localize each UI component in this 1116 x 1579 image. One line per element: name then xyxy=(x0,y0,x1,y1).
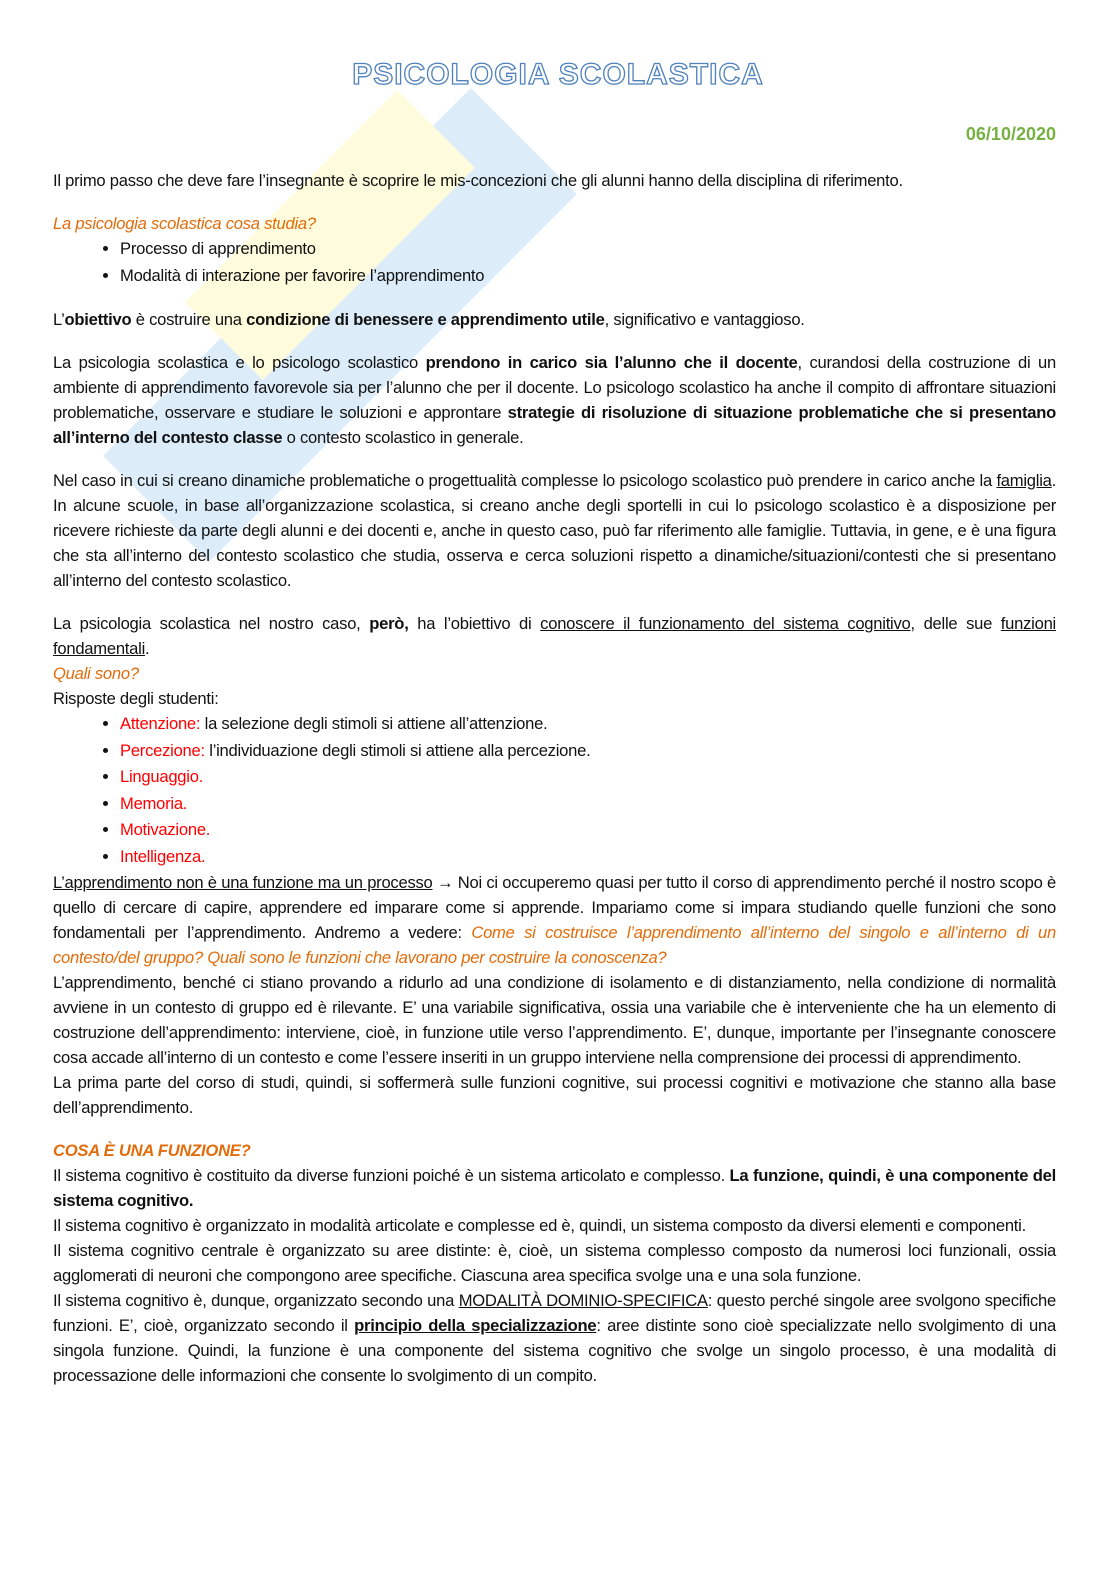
paragraph xyxy=(53,661,1056,686)
paragraph xyxy=(53,168,1056,193)
list-item xyxy=(120,711,1056,738)
text-run: L’apprendimento, benché ci stiano provando a ridurlo ad una condizione di isolamento e di distanziamento, nella condizione di normalità avviene in un contesto di gruppo ed è rilevante. E’ una variabile significativa, ossia una variabile che è interveniente che ha un elemento di costruzione dell’apprendimento: interviene, cioè, in funzione utile verso l’apprendimento. E’, dunque, importante per l’insegnante conoscere cosa accade all’interno di un contesto e come l’essere inseriti in un gruppo interviene nella comprensione dei processi di apprendimento. xyxy=(53,973,1056,1067)
document-body xyxy=(53,168,1056,1388)
text-run: La prima parte del corso di studi, quindi, si soffermerà sulle funzioni cognitive, sui processi cognitivi e motivazione che stanno alla base dell’apprendimento. xyxy=(53,1073,1056,1117)
text-run: funzioni fondamentali xyxy=(53,614,1056,658)
bullet-list xyxy=(53,711,1056,870)
text-run: L’ xyxy=(53,310,65,329)
text-run: Modalità di interazione per favorire l’apprendimento xyxy=(120,265,485,285)
text-run: : aree distinte sono cioè specializzate nello svolgimento di una singola funzione. Quindi, la funzione è una componente del sistema cognitivo che svolge un singolo processo, è una modalità di processazione delle informazioni che consente lo svolgimento di un compito. xyxy=(53,1316,1056,1385)
text-run: obiettivo xyxy=(64,310,132,329)
document-date: 06/10/2020 xyxy=(965,124,1056,144)
text-run: conoscere il funzionamento del sistema cognitivo xyxy=(540,614,911,633)
text-run: , curandosi della costruzione di un ambiente di apprendimento favorevole sia per l’alunno che per il docente. Lo psicologo scolastico ha anche il compito di affrontare situazioni problematiche, osservare e studiare le soluzioni e approntare xyxy=(53,353,1056,422)
text-run: La psicologia scolastica e lo psicologo scolastico xyxy=(53,353,426,372)
text-run: La funzione, quindi, è una componente del sistema cognitivo. xyxy=(53,1166,1056,1210)
text-run: . xyxy=(145,639,150,658)
text-run: Il sistema cognitivo centrale è organizzato su aree distinte: è, cioè, un sistema complesso composto da numerosi loci funzionali, ossia agglomerati di neuroni che compongono aree specifiche. Ciascuna area specifica svolge una e una sola funzione. xyxy=(53,1241,1056,1285)
text-run: La psicologia scolastica nel nostro caso, xyxy=(53,614,370,633)
bullet-list xyxy=(53,236,1056,289)
text-run: , delle sue xyxy=(910,614,1001,633)
document-title: PSICOLOGIA SCOLASTICA xyxy=(352,58,764,91)
text-run: Il sistema cognitivo è, dunque, organizzato secondo una xyxy=(53,1291,459,1310)
text-run: Risposte degli studenti: xyxy=(53,689,219,708)
text-run: . In alcune scuole, in base all’organizzazione scolastica, si creano anche degli sportelli in cui lo psicologo scolastico è a disposizione per ricevere richieste da parte degli alunni e dei docenti e, anche in questo caso, può far riferimento alle famiglie. Tuttavia, in gene, e è una figura che sta all’interno del contesto scolastico che studia, osserva e cerca soluzioni rispetto a dinamiche/situazioni/contesti che si presentano all’interno del contesto scolastico. xyxy=(53,471,1056,590)
text-run: famiglia xyxy=(996,471,1052,490)
text-run: , significativo e vantaggioso. xyxy=(604,310,805,329)
text-run: l’individuazione degli stimoli si attiene alla percezione. xyxy=(204,740,591,760)
paragraph xyxy=(53,211,1056,236)
text-run: L’apprendimento non è una funzione ma un processo xyxy=(53,873,433,892)
paragraph xyxy=(53,350,1056,450)
text-run: Intelligenza. xyxy=(120,846,206,866)
paragraph xyxy=(53,1070,1056,1120)
paragraph xyxy=(53,1213,1056,1238)
text-run: MODALITÀ DOMINIO-SPECIFICA xyxy=(458,1291,708,1310)
paragraph xyxy=(53,468,1056,593)
text-run: La psicologia scolastica cosa studia? xyxy=(53,214,316,233)
paragraph xyxy=(53,1288,1056,1388)
text-run: Il sistema cognitivo è costituito da diverse funzioni poiché è un sistema articolato e complesso. xyxy=(53,1166,730,1185)
list-item xyxy=(120,263,1056,290)
text-run: Come si costruisce l’apprendimento all’interno del singolo e all’interno di un contesto/del gruppo? Quali sono le funzioni che lavorano per costruire la conoscenza? xyxy=(53,923,1056,967)
text-run: o contesto scolastico in generale. xyxy=(282,428,524,447)
text-run: Percezione: xyxy=(120,740,205,760)
text-run: strategie di risoluzione di situazione problematiche che si presentano all’interno del contesto classe xyxy=(53,403,1056,447)
text-run: principio della specializzazione xyxy=(354,1316,597,1335)
text-run: però, xyxy=(369,614,409,633)
paragraph xyxy=(53,1138,1056,1163)
text-run: Attenzione: xyxy=(120,714,201,733)
paragraph xyxy=(53,686,1056,711)
text-run: la selezione degli stimoli si attiene all’attenzione. xyxy=(200,714,548,733)
paragraph xyxy=(53,307,1056,332)
text-run: condizione di benessere e apprendimento utile xyxy=(246,310,605,329)
text-run: Linguaggio. xyxy=(120,767,204,786)
text-run: COSA È UNA FUNZIONE? xyxy=(53,1141,251,1160)
list-item xyxy=(120,236,1056,263)
paragraph xyxy=(53,1163,1056,1213)
text-run: : questo perché singole aree svolgono specifiche funzioni. E’, cioè, organizzato secondo il xyxy=(53,1291,1056,1335)
list-item xyxy=(120,764,1056,791)
paragraph xyxy=(53,970,1056,1070)
text-run: Il sistema cognitivo è organizzato in modalità articolate e complesse ed è, quindi, un sistema composto da diversi elementi e componenti. xyxy=(53,1216,1026,1235)
paragraph xyxy=(53,1238,1056,1288)
paragraph xyxy=(53,611,1056,661)
text-run: Il primo passo che deve fare l’insegnante è scoprire le mis-concezioni che gli alunni hanno della disciplina di riferimento. xyxy=(53,171,903,190)
text-run: Nel caso in cui si creano dinamiche problematiche o progettualità complesse lo psicologo scolastico può prendere in carico anche la xyxy=(53,471,997,490)
text-run: Motivazione. xyxy=(120,820,211,839)
text-run: è costruire una xyxy=(131,310,247,329)
list-item xyxy=(120,791,1056,818)
text-run: Memoria. xyxy=(120,793,188,813)
text-run: ha l’obiettivo di xyxy=(408,614,541,633)
list-item xyxy=(120,844,1056,871)
list-item xyxy=(120,738,1056,765)
text-run: Quali sono? xyxy=(53,664,139,683)
list-item xyxy=(120,817,1056,844)
text-run: prendono in carico sia l’alunno che il docente xyxy=(425,353,798,372)
text-run: Processo di apprendimento xyxy=(120,239,316,258)
text-run: → Noi ci occuperemo quasi per tutto il corso di apprendimento perché il nostro scopo è quello di cercare di capire, apprendere ed imparare come si apprende. Impariamo come si impara studiando quelle funzioni che sono fondamentali per l’apprendimento. Andremo a vedere: xyxy=(53,873,1056,942)
paragraph xyxy=(53,870,1056,970)
